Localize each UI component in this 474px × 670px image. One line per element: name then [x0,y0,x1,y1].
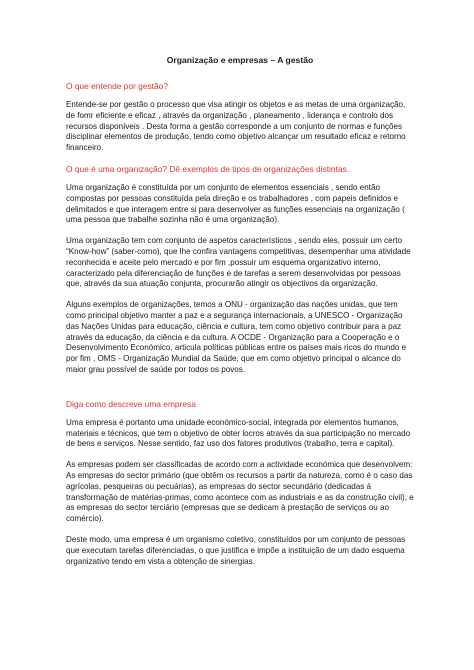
paragraph: Entende-se por gestão o processo que visa atingir os objetos e as metas de uma organização, de fomr eficiente e eficaz , através da organização , planeamento , liderança e controlo dos recursos disponíveis . Desta forma a gestão corresponde a um conjunto de normas e funções disciplinar elementos de produção, tendo como objetivo alcançar um resultado eficaz e retorno financeiro. [66,100,406,153]
paragraph: Uma organização tem com conjunto de aspetos característicos , sendo eles, possuir um certo “Know-how” (saber-como), que lhe confira vantagens competitivas, desempenhar uma atividade reconhecida e aceite pelo mercado e por fim ,possuir um esquema organizativo interno, caracterizado pela diferenciação de funções e de tarefas a serem desenvolvidas por pessoas que, através da sua atuação conjunta, procurarão atingir os objectivos da organização. [66,236,411,289]
paragraph: Deste modo, uma empresa é um organismo coletivo, constituídos por um conjunto de pessoas que executam tarefas diferenciadas, o que justifica e impõe a instituição de um dado esquema organizativo tendo em vista a obtenção de sinergias. [66,534,406,566]
paragraph: Uma organização é constituída por um conjunto de elementos essenciais , sendo então compostas por pessoas constituída pela direção e os trabalhadores , com papeis definidos e delimitados e que interagem entre si para desenvolver as funções essenciais na organização ( uma pessoa que trabalhe sozinha não é uma organização). [66,182,405,225]
section-heading-organizacao: O que é uma organização? Dê exemplos de tipos de organizações distintas. [66,163,350,174]
section-heading-empresa: Diga como descreve uma empresa [66,398,196,409]
paragraph: Alguns exemplos de organizações, temos a ONU - organização das nações unidas, que tem como principal objetivo manter a paz e a segurança internacionais, a UNESCO - Organização das Nações Unidas para educação, ciência e cultura, tem como objetivo contribuir para a paz através da educação, da ciência e da cultura. A OCDE - Organização para a Cooperação e o Desenvolvimento Económico, articula políticas públicas entre os países mais ricos do mundo e por fim , OMS - Organização Mundial da Saúde, que em como objetivo principal o alcance do maior grau possível de saúde por todos os povos. [66,300,407,374]
paragraph: Uma empresa é portanto uma unidade económico-social, integrada por elementos humanos, materiais e técnicos, que tem o objetivo de obter locros através da sua participação no mercado de bens e serviços. Nesse sentido, faz uso dos fatores produtivos (trabalho, terra e capital). [66,417,411,449]
document-title: Organização e empresas – A gestão [166,55,314,65]
section-heading-gestao: O que entende por gestão? [66,81,168,91]
paragraph: As empresas podem ser classificadas de acordo com a actividade económica que desenvolvem: As empresas do sector primário (que obtêm os recursos a partir da natureza, como é o caso das agrícolas, pesqueiras ou pecuárias), as empresas do sector secundário (dedicadas à transformação de matérias-primas, como acontece com as industriais e as da construção civil), e as empresas do sector terciário (empresas que se dedicam à prestação de serviços ou ao comércio). [66,460,414,524]
